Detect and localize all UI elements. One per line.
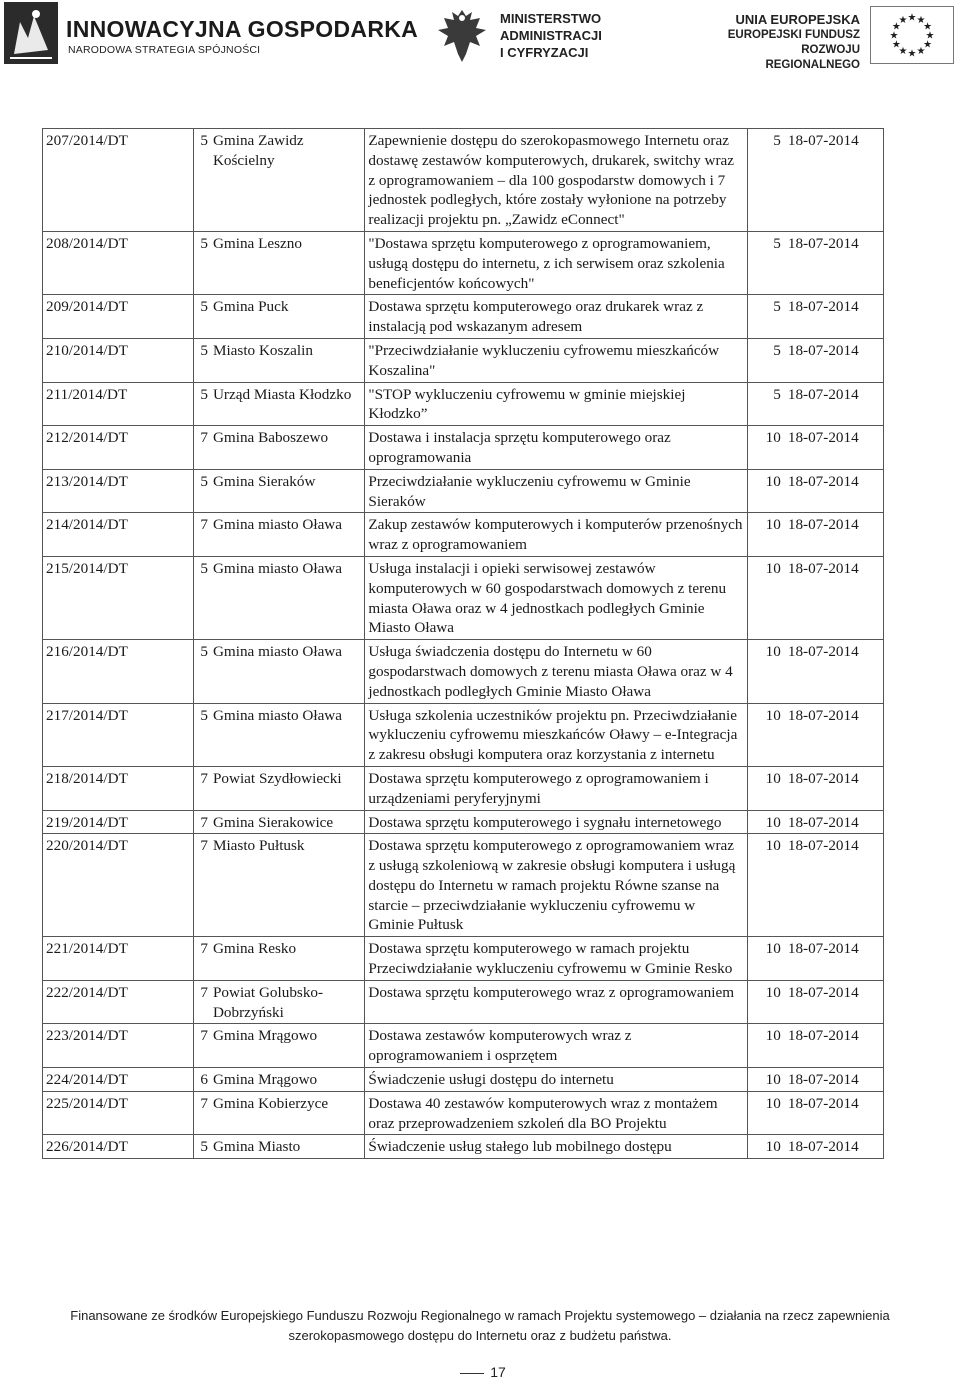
cell-date: 18-07-2014 bbox=[785, 469, 884, 513]
cell-date: 18-07-2014 bbox=[785, 426, 884, 470]
cell-number: 218/2014/DT bbox=[43, 766, 194, 810]
cell-beneficiary: Miasto Pułtusk bbox=[210, 834, 365, 937]
table-row bbox=[43, 426, 884, 470]
cell-points: 10 bbox=[748, 766, 785, 810]
cell-number: 217/2014/DT bbox=[43, 703, 194, 766]
cell-date: 18-07-2014 bbox=[785, 640, 884, 703]
cell-points: 10 bbox=[748, 1135, 785, 1159]
table-row bbox=[43, 1091, 884, 1135]
cell-date: 18-07-2014 bbox=[785, 1024, 884, 1068]
cell-date: 18-07-2014 bbox=[785, 338, 884, 382]
eu-star-icon: ★ bbox=[898, 46, 908, 58]
cell-priority: 5 bbox=[194, 338, 210, 382]
cell-title: Dostawa sprzętu komputerowego z oprogramowaniem wraz z usługą szkoleniową w zakresie obsługi komputera i usługą dostępu do Internetu w ramach projektu Równe szanse na starcie – przeciwdziałanie wykluczeniu cyfrowemu w Gminie Pułtusk bbox=[365, 834, 748, 937]
eu-line-1: UNIA EUROPEJSKA bbox=[735, 12, 860, 27]
footer-line-2: szerokopasmowego dostępu do Internetu oraz z budżetu państwa. bbox=[288, 1328, 672, 1343]
cell-date: 18-07-2014 bbox=[785, 1091, 884, 1135]
table-row bbox=[43, 810, 884, 834]
cell-number: 207/2014/DT bbox=[43, 129, 194, 232]
cell-points: 5 bbox=[748, 382, 785, 426]
eu-star-icon: ★ bbox=[916, 46, 926, 58]
cell-date: 18-07-2014 bbox=[785, 980, 884, 1024]
cell-number: 224/2014/DT bbox=[43, 1068, 194, 1092]
cell-points: 10 bbox=[748, 980, 785, 1024]
cell-points: 10 bbox=[748, 810, 785, 834]
cell-number: 210/2014/DT bbox=[43, 338, 194, 382]
table-row bbox=[43, 640, 884, 703]
page-number bbox=[0, 1364, 960, 1380]
cell-beneficiary: Gmina Mrągowo bbox=[210, 1068, 365, 1092]
cell-number: 211/2014/DT bbox=[43, 382, 194, 426]
eu-fund-label bbox=[712, 12, 860, 73]
cell-number: 214/2014/DT bbox=[43, 513, 194, 557]
cell-priority: 7 bbox=[194, 766, 210, 810]
cell-priority: 5 bbox=[194, 382, 210, 426]
cell-title: Usługa instalacji i opieki serwisowej zestawów komputerowych w 60 gospodarstwach domowych z terenu miasta Oława oraz w 4 jednostkach podległych Gminie Miasto Oława bbox=[365, 556, 748, 639]
cell-date: 18-07-2014 bbox=[785, 1068, 884, 1092]
cell-beneficiary: Powiat Golubsko-Dobrzyński bbox=[210, 980, 365, 1024]
cell-points: 10 bbox=[748, 1068, 785, 1092]
cell-points: 10 bbox=[748, 1091, 785, 1135]
polish-eagle-icon bbox=[436, 6, 488, 64]
cell-title: Zakup zestawów komputerowych i komputerów przenośnych wraz z oprogramowaniem bbox=[365, 513, 748, 557]
cell-priority: 5 bbox=[194, 295, 210, 339]
cell-number: 215/2014/DT bbox=[43, 556, 194, 639]
cell-priority: 7 bbox=[194, 810, 210, 834]
cell-priority: 5 bbox=[194, 703, 210, 766]
cell-number: 220/2014/DT bbox=[43, 834, 194, 937]
table-row bbox=[43, 1068, 884, 1092]
cell-title: "Dostawa sprzętu komputerowego z oprogramowaniem, usługą dostępu do internetu, z ich serwisem oraz szkolenia beneficjentów końcowych" bbox=[365, 231, 748, 294]
cell-beneficiary: Gmina Sieraków bbox=[210, 469, 365, 513]
table-row bbox=[43, 129, 884, 232]
cell-number: 221/2014/DT bbox=[43, 937, 194, 981]
cell-title: Świadczenie usług stałego lub mobilnego dostępu bbox=[365, 1135, 748, 1159]
table-row bbox=[43, 834, 884, 937]
cell-points: 10 bbox=[748, 937, 785, 981]
page-number-dash bbox=[460, 1373, 484, 1374]
cell-title: Świadczenie usługi dostępu do internetu bbox=[365, 1068, 748, 1092]
table-row bbox=[43, 382, 884, 426]
cell-beneficiary: Miasto Koszalin bbox=[210, 338, 365, 382]
cell-title: Zapewnienie dostępu do szerokopasmowego Internetu oraz dostawę zestawów komputerowych, drukarek, switchy wraz z oprogramowaniem – dla 100 gospodarstw domowych i 7 jednostek podległych, które zostały wyłonione na potrzeby realizacji projektu pn. „Zawidz eConnect" bbox=[365, 129, 748, 232]
program-title: INNOWACYJNA GOSPODARKA bbox=[66, 16, 419, 42]
cell-beneficiary: Gmina Zawidz Kościelny bbox=[210, 129, 365, 232]
table-row bbox=[43, 703, 884, 766]
cell-title: Dostawa zestawów komputerowych wraz z oprogramowaniem i osprzętem bbox=[365, 1024, 748, 1068]
cell-beneficiary: Gmina miasto Oława bbox=[210, 556, 365, 639]
cell-points: 5 bbox=[748, 338, 785, 382]
cell-title: Dostawa 40 zestawów komputerowych wraz z montażem oraz przeprowadzeniem szkoleń dla BO Projektu bbox=[365, 1091, 748, 1135]
cell-priority: 5 bbox=[194, 556, 210, 639]
cell-points: 10 bbox=[748, 1024, 785, 1068]
cell-priority: 5 bbox=[194, 640, 210, 703]
cell-beneficiary: Powiat Szydłowiecki bbox=[210, 766, 365, 810]
cell-number: 216/2014/DT bbox=[43, 640, 194, 703]
cell-priority: 7 bbox=[194, 937, 210, 981]
cell-title: Usługa świadczenia dostępu do Internetu w 60 gospodarstwach domowych z terenu miasta Oława oraz w 4 jednostkach podległych Gminie Miasto Oława bbox=[365, 640, 748, 703]
cell-points: 10 bbox=[748, 469, 785, 513]
eu-star-icon: ★ bbox=[891, 21, 901, 33]
table-row bbox=[43, 469, 884, 513]
table-row bbox=[43, 1135, 884, 1159]
eu-star-icon: ★ bbox=[907, 48, 917, 60]
cell-beneficiary: Gmina Mrągowo bbox=[210, 1024, 365, 1068]
cell-number: 212/2014/DT bbox=[43, 426, 194, 470]
cell-title: Usługa szkolenia uczestników projektu pn. Przeciwdziałanie wykluczeniu cyfrowemu mieszkańców Oławy – e-Integracja z zakresu obsługi komputera oraz korzystania z internetu bbox=[365, 703, 748, 766]
cell-points: 10 bbox=[748, 703, 785, 766]
cell-title: Dostawa sprzętu komputerowego wraz z oprogramowaniem bbox=[365, 980, 748, 1024]
cell-title: Dostawa sprzętu komputerowego z oprogramowaniem i urządzeniami peryferyjnymi bbox=[365, 766, 748, 810]
ministry-line-2: ADMINISTRACJI bbox=[500, 28, 602, 43]
cell-beneficiary: Gmina Puck bbox=[210, 295, 365, 339]
cell-title: Dostawa sprzętu komputerowego w ramach projektu Przeciwdziałanie wykluczeniu cyfrowemu w Gminie Resko bbox=[365, 937, 748, 981]
cell-priority: 7 bbox=[194, 513, 210, 557]
table-row bbox=[43, 766, 884, 810]
cell-date: 18-07-2014 bbox=[785, 129, 884, 232]
ministry-line-1: MINISTERSTWO bbox=[500, 11, 602, 26]
cell-date: 18-07-2014 bbox=[785, 834, 884, 937]
cell-priority: 5 bbox=[194, 129, 210, 232]
cell-beneficiary: Gmina Leszno bbox=[210, 231, 365, 294]
cell-number: 222/2014/DT bbox=[43, 980, 194, 1024]
cell-number: 213/2014/DT bbox=[43, 469, 194, 513]
cell-beneficiary: Gmina Sierakowice bbox=[210, 810, 365, 834]
table-row bbox=[43, 231, 884, 294]
cell-date: 18-07-2014 bbox=[785, 556, 884, 639]
ministry-line-3: I CYFRYZACJI bbox=[500, 45, 589, 60]
eu-star-icon: ★ bbox=[916, 14, 926, 26]
cell-date: 18-07-2014 bbox=[785, 703, 884, 766]
table-row bbox=[43, 556, 884, 639]
cell-number: 226/2014/DT bbox=[43, 1135, 194, 1159]
cell-priority: 7 bbox=[194, 834, 210, 937]
table-row bbox=[43, 1024, 884, 1068]
cell-points: 5 bbox=[748, 231, 785, 294]
eu-flag-icon bbox=[870, 6, 954, 64]
eu-star-icon: ★ bbox=[898, 14, 908, 26]
cell-beneficiary: Gmina miasto Oława bbox=[210, 513, 365, 557]
cell-title: "STOP wykluczeniu cyfrowemu w gminie miejskiej Kłodzko” bbox=[365, 382, 748, 426]
cell-beneficiary: Gmina Miasto bbox=[210, 1135, 365, 1159]
registry-table bbox=[42, 128, 884, 1159]
cell-number: 225/2014/DT bbox=[43, 1091, 194, 1135]
cell-points: 10 bbox=[748, 556, 785, 639]
cell-date: 18-07-2014 bbox=[785, 295, 884, 339]
cell-number: 223/2014/DT bbox=[43, 1024, 194, 1068]
cell-date: 18-07-2014 bbox=[785, 1135, 884, 1159]
cell-points: 5 bbox=[748, 295, 785, 339]
cell-points: 5 bbox=[748, 129, 785, 232]
table-row bbox=[43, 980, 884, 1024]
table-row bbox=[43, 513, 884, 557]
cell-title: Dostawa i instalacja sprzętu komputerowego oraz oprogramowania bbox=[365, 426, 748, 470]
cell-date: 18-07-2014 bbox=[785, 810, 884, 834]
innowacyjna-gospodarka-logo bbox=[4, 2, 419, 68]
cell-beneficiary: Gmina Resko bbox=[210, 937, 365, 981]
cell-title: Dostawa sprzętu komputerowego i sygnału internetowego bbox=[365, 810, 748, 834]
eu-star-icon: ★ bbox=[891, 39, 901, 51]
eu-star-icon: ★ bbox=[923, 39, 933, 51]
eu-star-icon: ★ bbox=[923, 21, 933, 33]
cell-date: 18-07-2014 bbox=[785, 382, 884, 426]
innowacyjna-gospodarka-emblem-icon bbox=[4, 2, 58, 64]
cell-beneficiary: Urząd Miasta Kłodzko bbox=[210, 382, 365, 426]
cell-priority: 5 bbox=[194, 231, 210, 294]
eu-star-icon: ★ bbox=[889, 30, 899, 42]
page-header bbox=[0, 0, 960, 80]
table-row bbox=[43, 295, 884, 339]
eu-star-icon: ★ bbox=[925, 30, 935, 42]
cell-priority: 5 bbox=[194, 469, 210, 513]
cell-number: 209/2014/DT bbox=[43, 295, 194, 339]
footer-line-1: Finansowane ze środków Europejskiego Funduszu Rozwoju Regionalnego w ramach Projektu systemowego – działania na rzecz zapewnienia bbox=[70, 1308, 890, 1323]
table-row bbox=[43, 338, 884, 382]
cell-date: 18-07-2014 bbox=[785, 513, 884, 557]
program-subtitle: NARODOWA STRATEGIA SPÓJNOŚCI bbox=[68, 44, 261, 56]
cell-beneficiary: Gmina Baboszewo bbox=[210, 426, 365, 470]
cell-number: 219/2014/DT bbox=[43, 810, 194, 834]
eu-line-2: EUROPEJSKI FUNDUSZ bbox=[727, 29, 860, 41]
cell-date: 18-07-2014 bbox=[785, 766, 884, 810]
cell-beneficiary: Gmina miasto Oława bbox=[210, 703, 365, 766]
cell-priority: 7 bbox=[194, 1091, 210, 1135]
page-footer bbox=[0, 1306, 960, 1346]
cell-priority: 7 bbox=[194, 1024, 210, 1068]
eu-line-3: ROZWOJU REGIONALNEGO bbox=[765, 44, 860, 71]
cell-title: "Przeciwdziałanie wykluczeniu cyfrowemu mieszkańców Koszalina" bbox=[365, 338, 748, 382]
cell-points: 10 bbox=[748, 834, 785, 937]
cell-priority: 6 bbox=[194, 1068, 210, 1092]
eu-star-icon: ★ bbox=[907, 12, 917, 24]
cell-title: Przeciwdziałanie wykluczeniu cyfrowemu w Gminie Sieraków bbox=[365, 469, 748, 513]
cell-priority: 7 bbox=[194, 426, 210, 470]
ministry-name bbox=[500, 10, 602, 61]
table-row bbox=[43, 937, 884, 981]
cell-beneficiary: Gmina miasto Oława bbox=[210, 640, 365, 703]
cell-points: 10 bbox=[748, 513, 785, 557]
cell-title: Dostawa sprzętu komputerowego oraz drukarek wraz z instalacją pod wskazanym adresem bbox=[365, 295, 748, 339]
cell-priority: 7 bbox=[194, 980, 210, 1024]
page-number-value: 17 bbox=[490, 1364, 506, 1380]
cell-priority: 5 bbox=[194, 1135, 210, 1159]
cell-points: 10 bbox=[748, 640, 785, 703]
cell-date: 18-07-2014 bbox=[785, 937, 884, 981]
cell-beneficiary: Gmina Kobierzyce bbox=[210, 1091, 365, 1135]
cell-points: 10 bbox=[748, 426, 785, 470]
cell-date: 18-07-2014 bbox=[785, 231, 884, 294]
cell-number: 208/2014/DT bbox=[43, 231, 194, 294]
